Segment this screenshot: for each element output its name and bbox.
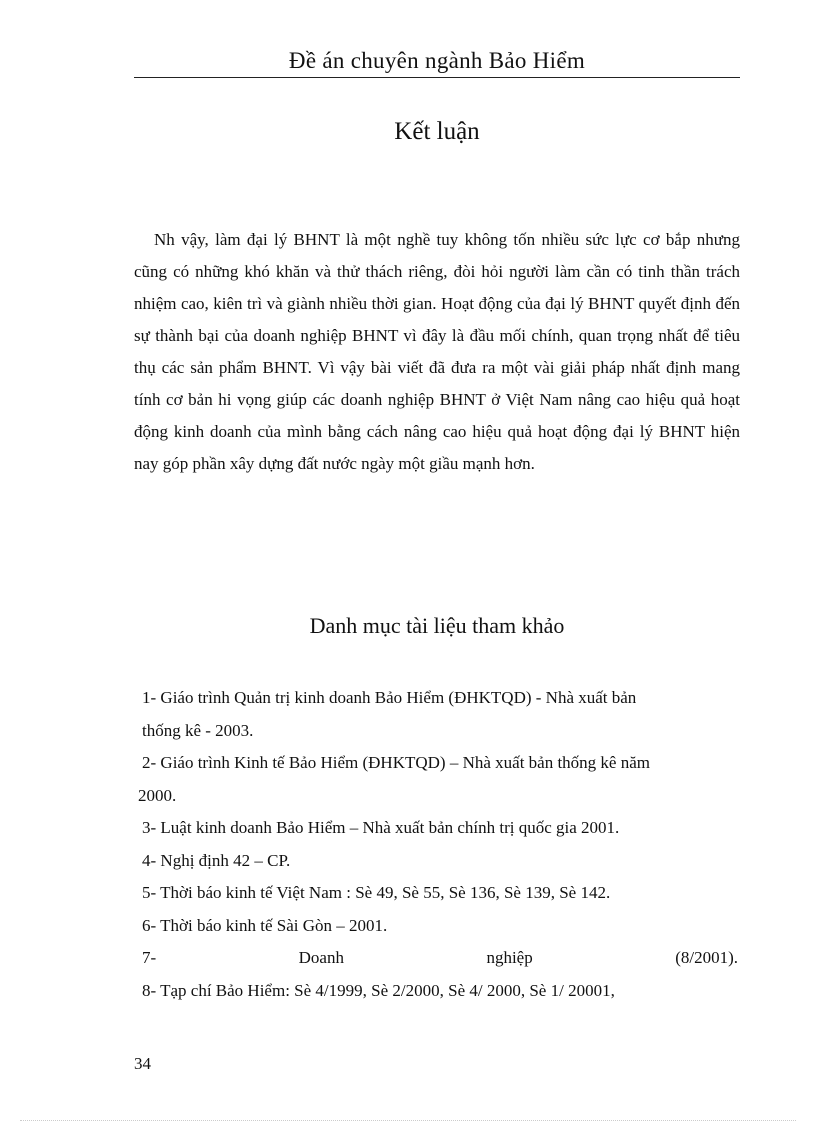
header-rule [134,77,740,78]
reference-7-date: (8/2001). [675,948,738,967]
reference-2-line-1: 2- Giáo trình Kinh tế Bảo Hiểm (ĐHKTQD) – Nhà xuất bản thống kê năm [142,753,650,772]
page-number: 34 [134,1054,151,1073]
reference-item-2 [138,747,738,812]
reference-item-4: 4- Nghị định 42 – CP. [142,850,291,870]
conclusion-paragraph: Nh vậy, làm đại lý BHNT là một nghề tuy không tốn nhiều sức lực cơ bắp nhưng cũng có những khó khăn và thử thách riêng, đòi hỏi người làm cần có tinh thần trách nhiệm cao, kiên trì và giành nhiều thời gian. Hoạt động của đại lý BHNT quyết định đến sự thành bại của doanh nghiệp BHNT vì đây là đầu mối chính, quan trọng nhất để tiêu thụ các sản phẩm BHNT. Vì vậy bài viết đã đưa ra một vài giải pháp nhất định mang tính cơ bản hi vọng giúp các doanh nghiệp BHNT ở Việt Nam nâng cao hiệu quả hoạt động kinh doanh của mình bằng cách nâng cao hiệu quả hoạt động đại lý BHNT hiện nay góp phần xây dựng đất nước ngày một giầu mạnh hơn. [134,230,740,473]
reference-7-word-1: Doanh [298,948,344,967]
reference-item-3: 3- Luật kinh doanh Bảo Hiểm – Nhà xuất bản chính trị quốc gia 2001. [142,818,620,837]
reference-item-7 [142,942,738,975]
reference-1-line-1: 1- Giáo trình Quản trị kinh doanh Bảo Hiểm (ĐHKTQD) - Nhà xuất bản [142,688,637,707]
reference-2-line-2: 2000. [138,785,177,805]
running-header: Đề án chuyên ngành Bảo Hiểm [288,48,586,73]
reference-item-8: 8- Tạp chí Bảo Hiểm: Sè 4/1999, Sè 2/2000, Sè 4/ 2000, Sè 1/ 20001, [142,980,615,1000]
reference-7-number: 7- [142,948,157,967]
conclusion-heading: Kết luận [394,118,480,145]
reference-item-1 [142,682,738,747]
footer-dotted-rule [20,1120,796,1121]
references-list [138,682,738,1007]
reference-item-6: 6- Thời báo kinh tế Sài Gòn – 2001. [142,915,388,935]
reference-item-5: 5- Thời báo kinh tế Việt Nam : Sè 49, Sè 55, Sè 136, Sè 139, Sè 142. [142,883,611,902]
reference-7-word-2: nghiệp [486,948,533,967]
reference-1-line-2: thống kê - 2003. [142,720,254,740]
references-heading: Danh mục tài liệu tham khảo [309,613,565,638]
